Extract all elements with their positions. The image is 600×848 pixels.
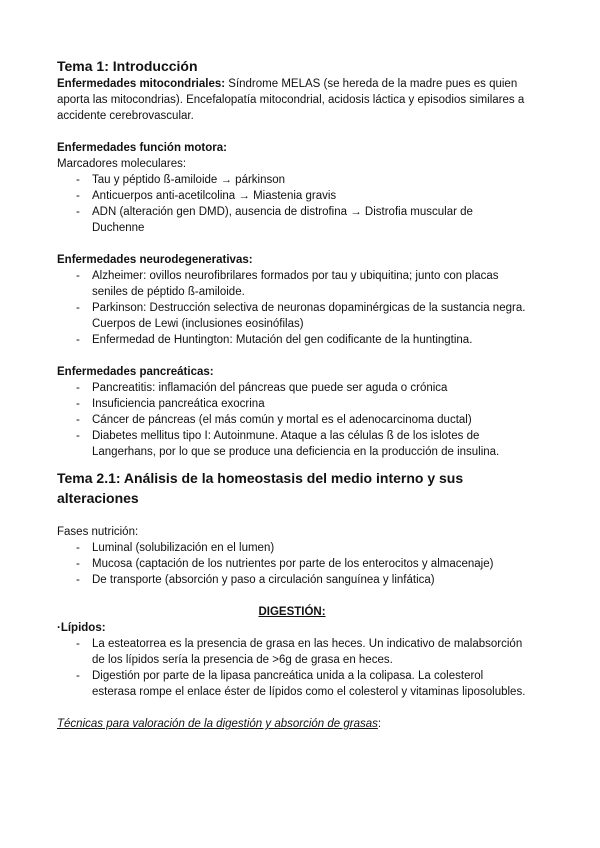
tecnicas-paragraph [57, 716, 527, 732]
list-item: - Tau y péptido ß-amiloide → párkinson [57, 172, 527, 188]
motora-subheading: Marcadores moleculares: [57, 158, 187, 170]
neuro-list [57, 268, 527, 348]
pancreas-list [57, 380, 527, 460]
tecnicas-colon: : [377, 718, 382, 730]
motora-heading: Enfermedades función motora: [57, 142, 227, 154]
lipidos-heading: ·Lípidos: [57, 622, 106, 634]
list-item: - Parkinson: Destrucción selectiva de neuronas dopaminérgicas de la sustancia negra. Cuerpos de Lewi (inclusiones eosinófilas) [57, 300, 527, 332]
list-item: - ADN (alteración gen DMD), ausencia de distrofina → Distrofia muscular de Duchenne [57, 204, 527, 236]
fases-heading: Fases nutrición: [57, 526, 139, 538]
neuro-heading: Enfermedades neurodegenerativas: [57, 254, 253, 266]
list-item: - Anticuerpos anti-acetilcolina → Miastenia gravis [57, 188, 527, 204]
digestion-title: DIGESTIÓN: [258, 606, 326, 618]
list-item: - De transporte (absorción y paso a circulación sanguínea y linfática) [57, 572, 527, 588]
list-item: - Insuficiencia pancreática exocrina [57, 396, 527, 412]
mitocondriales-paragraph [57, 76, 527, 124]
mitocondriales-text: Síndrome MELAS (se hereda de la madre pues es quien aporta las mitocondrias). Encefalopatía mitocondrial, acidosis láctica y episodios similares a accidente cerebrovascular. [57, 78, 525, 122]
list-item: - Diabetes mellitus tipo I: Autoinmune. Ataque a las células ß de los islotes de Langerhans, por lo que se produce una deficiencia en la producción de insulina. [57, 428, 527, 460]
list-item: - Pancreatitis: inflamación del páncreas que puede ser aguda o crónica [57, 380, 527, 396]
motora-list [57, 172, 527, 236]
pancreas-heading: Enfermedades pancreáticas: [57, 366, 214, 378]
tema1-title: Tema 1: Introducción [57, 58, 198, 74]
list-item: - Mucosa (captación de los nutrientes por parte de los enterocitos y almacenaje) [57, 556, 527, 572]
list-item: - Cáncer de páncreas (el más común y mortal es el adenocarcinoma ductal) [57, 412, 527, 428]
list-item: - La esteatorrea es la presencia de grasa en las heces. Un indicativo de malabsorción de los lípidos sería la presencia de >6g de grasa en heces. [57, 636, 527, 668]
list-item: - Luminal (solubilización en el lumen) [57, 540, 527, 556]
tecnicas-text: Técnicas para valoración de la digestión y absorción de grasas [57, 718, 378, 730]
document-page [57, 56, 527, 732]
lipidos-list [57, 636, 527, 700]
mitocondriales-label: Enfermedades mitocondriales: [57, 78, 226, 90]
list-item: - Alzheimer: ovillos neurofibrilares formados por tau y ubiquitina; junto con placas seniles de péptido ß-amiloide. [57, 268, 527, 300]
list-item: - Enfermedad de Huntington: Mutación del gen codificante de la huntingtina. [57, 332, 527, 348]
list-item: - Digestión por parte de la lipasa pancreática unida a la colipasa. La colesterol esterasa rompe el enlace éster de lípidos como el colesterol y vitaminas liposolubles. [57, 668, 527, 700]
fases-list [57, 540, 527, 588]
tema21-title: Tema 2.1: Análisis de la homeostasis del medio interno y sus alteraciones [57, 470, 464, 506]
